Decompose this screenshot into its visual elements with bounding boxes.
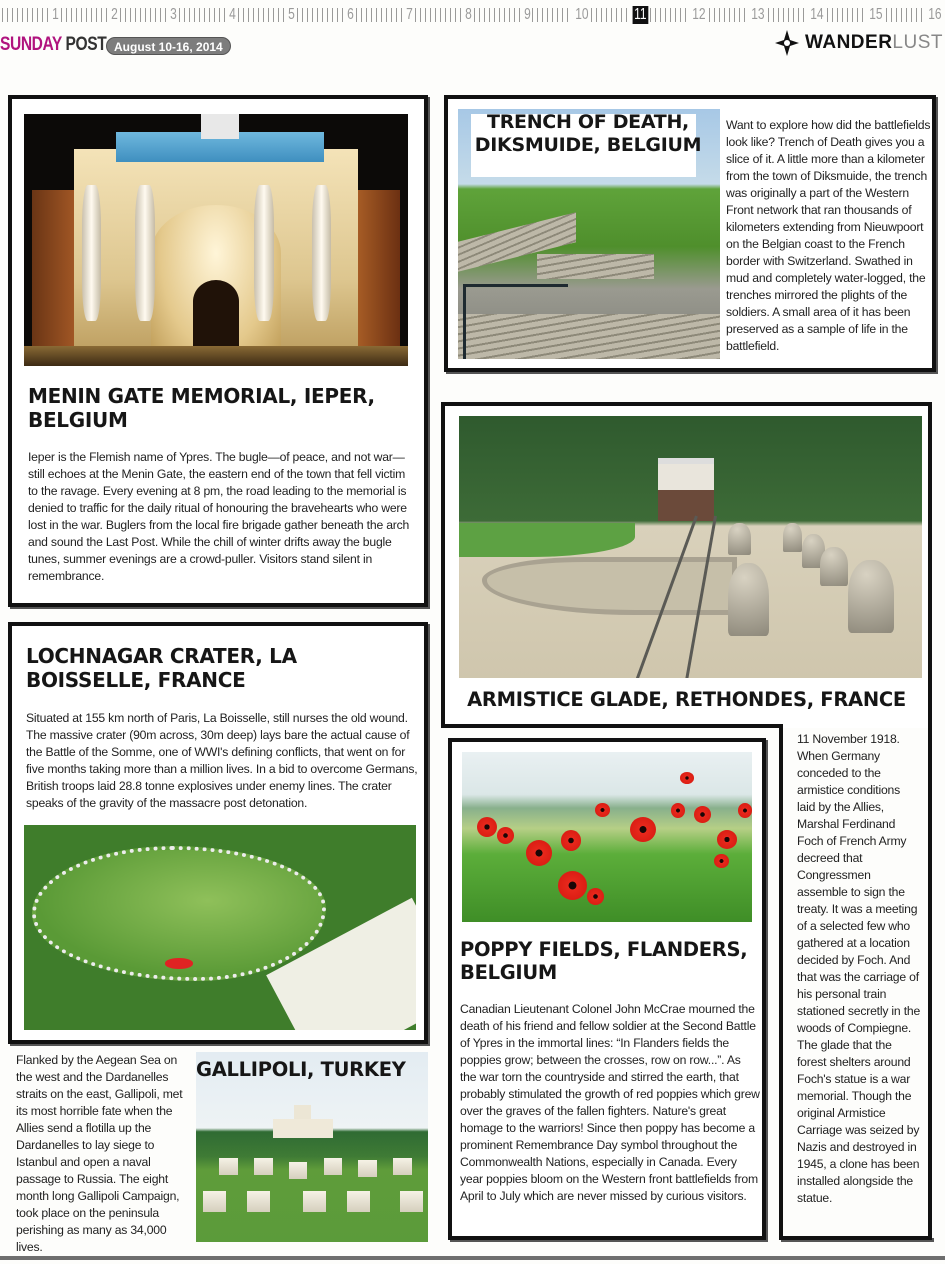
ruler-segment xyxy=(61,4,120,24)
ruler-segment xyxy=(297,4,356,24)
page-number: 15 xyxy=(869,6,883,23)
trench-body: Want to explore how did the battlefields look like? Trench of Death gives you a slice of it. A little more than a kilometer from the town of Diksmuide, the trench was originally a part of the Western Front network that ran thousands of kilometers extending from Nieuwpoort on the Belgian coast to the French border with Switzerland. Swathed in mud and completely water-logged, the trenches mirrored the plights of the soldiers. A small area of it has been preserved as a sample of life in the battlefield. xyxy=(726,118,931,353)
ruler-ticks xyxy=(356,8,404,22)
page-ruler xyxy=(0,0,945,24)
menin-gate-headline: MENIN GATE MEMORIAL, IEPER, BELGIUM xyxy=(28,384,375,432)
poppy-headline: POPPY FIELDS, FLANDERS, BELGIUM xyxy=(460,938,748,985)
page-number: 14 xyxy=(810,6,824,23)
ruler-ticks xyxy=(532,8,571,22)
ruler-segment xyxy=(532,4,591,24)
page-number: 1 xyxy=(52,6,59,23)
ruler-ticks xyxy=(179,8,227,22)
poppy-body: Canadian Lieutenant Colonel John McCrae mourned the death of his friend and fellow soldier at the Second Battle of Ypres in the immortal lines: “In Flanders fields the poppies grow; between the crosses, row on row...”. As the war torn the countryside and stirred the earth, that probably stimulated the growth of red poppies which grew over the graves of the fallen fighters. Nature's great homage to the warriors! Since then poppy has become a prominent Remembrance Day symbol throughout the Commonwealth Nations, especially in Canada. Every year poppies bloom on the Western front battlefields from April to July which are never missed by curious visitors. xyxy=(460,1002,760,1203)
gallipoli-body: Flanked by the Aegean Sea on the west and the Dardanelles straits on the east, Gallipoli, met its most horrible fate when the Allies send a flotilla up the Dardanelles to lay siege to Istanbul and open a naval passage to Russia. The eight month long Gallipoli Campaign, took place on the peninsula perishing as many as 34,000 lives. xyxy=(16,1053,183,1254)
page-number: 2 xyxy=(111,6,118,23)
poppy-photo xyxy=(462,752,752,922)
ruler-ticks xyxy=(238,8,286,22)
gallipoli-headline: GALLIPOLI, TURKEY xyxy=(196,1058,406,1081)
armistice-side-frame xyxy=(779,1236,932,1240)
section-name-lust: LUST xyxy=(892,32,943,53)
page-bottom-rule xyxy=(0,1256,945,1260)
armistice-headline: ARMISTICE GLADE, RETHONDES, FRANCE xyxy=(467,688,906,711)
article-menin-gate xyxy=(8,95,428,607)
ruler-segment xyxy=(356,4,415,24)
ruler-segment xyxy=(415,4,474,24)
ruler-segment xyxy=(120,4,179,24)
ruler-ticks xyxy=(120,8,168,22)
ruler-ticks xyxy=(768,8,807,22)
masthead xyxy=(0,34,945,58)
armistice-body: 11 November 1918. When Germany conceded to the armistice conditions laid by the Allies, Marshal Ferdinand Foch of French Army decreed that Congressmen assemble to sign the treaty. It was a meeting of a selected few who gathered at a location decided by Foch. And that was the carriage of his personal train stationed secretly in the woods of Compiegne. The glade that the forest shelters around Foch's statue is a war memorial. Though the original Armistice Carriage was seized by Nazis and destroyed in 1945, a clone has been installed alongside the statue. xyxy=(797,732,921,1205)
armistice-photo xyxy=(459,416,922,678)
article-lochnagar-crater xyxy=(8,622,428,1044)
page-number: 7 xyxy=(405,6,413,23)
ruler-segment xyxy=(650,4,709,24)
ruler-ticks xyxy=(474,8,522,22)
lochnagar-body: Situated at 155 km north of Paris, La Boisselle, still nurses the old wound. The massive crater (90m across, 30m deep) lays bare the actual cause of the Battle of the Somme, one of WWI's defining conflicts, that went on for five months taking more than a million lives. In a bid to overcome Germans, British troops laid 28.8 tonne explosives under enemy lines. The crater speaks of the gravity of the massacre post detonation. xyxy=(26,711,418,810)
issue-date-badge: August 10-16, 2014 xyxy=(106,37,231,55)
page-number: 16 xyxy=(928,6,942,23)
page-number: 9 xyxy=(523,6,531,23)
lochnagar-headline: LOCHNAGAR CRATER, LA BOISSELLE, FRANCE xyxy=(26,644,297,692)
page-number: 4 xyxy=(228,6,236,23)
current-page-number: 11 xyxy=(633,6,647,23)
ruler-ticks xyxy=(650,8,689,22)
ruler-ticks xyxy=(827,8,866,22)
ruler-segment xyxy=(768,4,827,24)
article-trench-of-death xyxy=(444,95,936,372)
ruler-segment xyxy=(238,4,297,24)
armistice-side-frame xyxy=(441,724,779,728)
menin-gate-body: Ieper is the Flemish name of Ypres. The bugle—of peace, and not war—still echoes at the Menin Gate, the eastern end of the town that fell victim to the ravage. Every evening at 8 pm, the road leading to the memorial is denied to traffic for the daily ritual of honouring the bravehearts who were lost in the war. Buglers from the local fire brigade gather beneath the arch and sound the Last Post. While the chill of winter drifts away the bugle tunes, summer evenings are a crowd-puller. Visitors stand silent in remembrance. xyxy=(28,450,410,583)
ruler-segment xyxy=(474,4,533,24)
lochnagar-photo xyxy=(24,825,416,1030)
page-number: 10 xyxy=(574,6,589,23)
ruler-segment xyxy=(2,4,61,24)
ruler-ticks xyxy=(886,8,925,22)
paper-name-post: POST xyxy=(61,34,107,55)
section-label xyxy=(775,30,943,56)
ruler-segment xyxy=(827,4,886,24)
ruler-segment xyxy=(591,4,650,24)
page-number: 12 xyxy=(692,6,707,23)
ruler-ticks xyxy=(591,8,629,22)
article-poppy-fields xyxy=(448,738,766,1240)
page-number: 6 xyxy=(346,6,354,23)
page-number: 8 xyxy=(464,6,472,23)
paper-name-sunday: SUNDAY xyxy=(0,34,62,55)
ruler-ticks xyxy=(415,8,463,22)
ruler-ticks xyxy=(297,8,345,22)
ruler-ticks xyxy=(2,8,50,22)
ruler-ticks xyxy=(61,8,109,22)
page-number: 3 xyxy=(170,6,177,23)
armistice-side-frame xyxy=(779,724,783,1240)
page-number: 13 xyxy=(751,6,765,23)
section-name-wander: WANDER xyxy=(804,32,893,53)
compass-icon xyxy=(775,30,799,56)
ruler-ticks xyxy=(709,8,748,22)
menin-gate-photo xyxy=(24,114,408,366)
armistice-glade-top xyxy=(441,402,932,728)
ruler-segment xyxy=(179,4,238,24)
armistice-side-frame xyxy=(928,724,932,1240)
ruler-segment xyxy=(886,4,945,24)
page-number: 5 xyxy=(287,6,295,23)
trench-headline: TRENCH OF DEATH, DIKSMUIDE, BELGIUM xyxy=(474,111,702,156)
ruler-segment xyxy=(709,4,768,24)
paper-name xyxy=(0,34,106,56)
